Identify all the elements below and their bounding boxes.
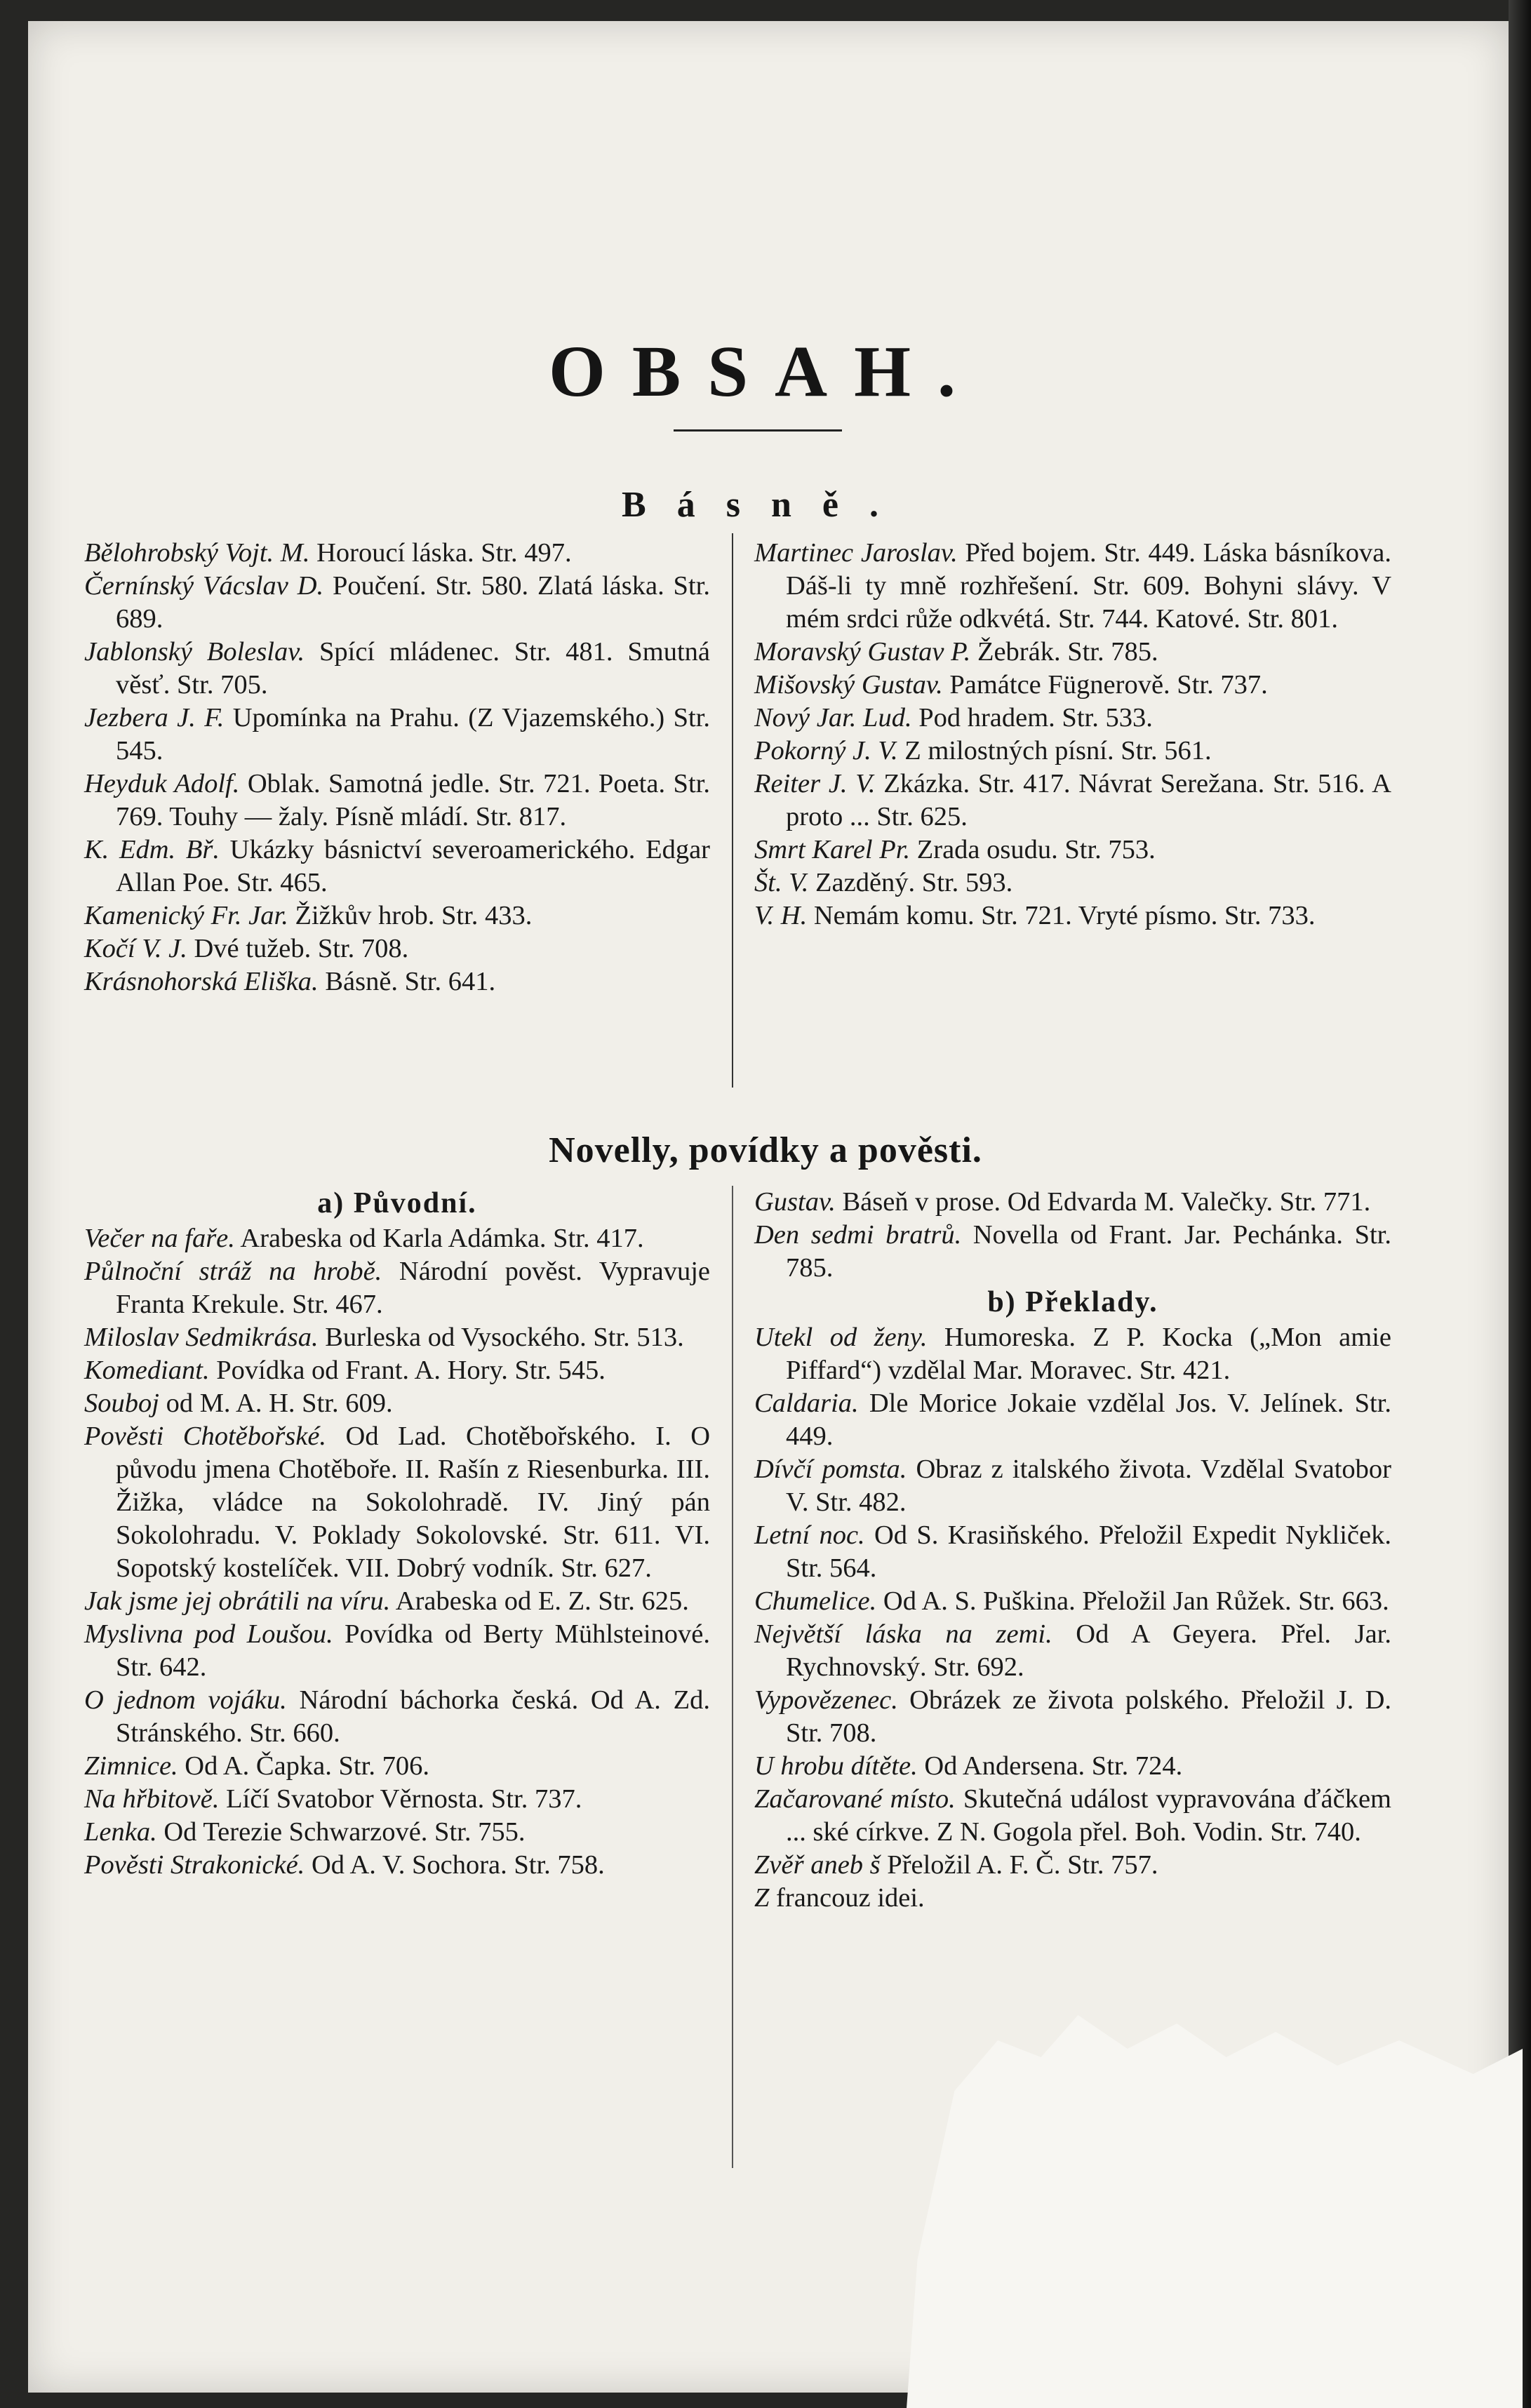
story-entry-title: O jednom vojáku. <box>84 1685 287 1715</box>
story-entry <box>84 1420 710 1585</box>
poem-entry-text: Zazděný. Str. 593. <box>808 868 1013 897</box>
story-entry-title: Lenka. <box>84 1817 157 1847</box>
story-entry-title: Souboj <box>84 1389 159 1418</box>
translation-entry-title: Caldaria. <box>754 1389 859 1418</box>
story-entry-title: Jak jsme jej obrátili na víru. <box>84 1586 391 1616</box>
poem-entry-title: Bělohrobský Vojt. M. <box>84 538 310 568</box>
translation-entry-title: U hrobu dítěte. <box>754 1751 918 1781</box>
poem-entry-title: V. H. <box>754 901 808 930</box>
poem-entry <box>754 899 1391 932</box>
story-entry-text: Národní báchorka česká. Od A. Zd. Stránského. Str. 660. <box>116 1685 710 1748</box>
story-entry-title: Gustav. <box>754 1187 836 1217</box>
poem-entry <box>754 834 1391 867</box>
poem-entry-text: Spící mládenec. Str. 481. Smutná věsť. Str. 705. <box>116 637 711 700</box>
translation-entry-title: Největší láska na zemi. <box>754 1619 1052 1649</box>
poem-entry-title: Mišovský Gustav. <box>754 670 943 700</box>
story-entry-title: Zimnice. <box>84 1751 178 1781</box>
translation-entry-title: Dívčí pomsta. <box>754 1454 907 1484</box>
translation-entry-text: Humoreska. Z P. Kocka („Mon amie Piffard“) vzdělal Mar. Moravec. Str. 421. <box>786 1323 1391 1385</box>
translation-entry-title: Zvěř aneb š <box>754 1850 881 1880</box>
story-entry-title: Pověsti Chotěbořské. <box>84 1422 327 1451</box>
story-entry-text: Líčí Svatobor Věrnosta. Str. 737. <box>219 1784 582 1814</box>
story-entry-title: Pověsti Strakonické. <box>84 1850 305 1880</box>
story-entry-title: Den sedmi bratrů. <box>754 1220 962 1250</box>
story-entry <box>84 1255 710 1321</box>
poem-entry-text: Z milostných písní. Str. 561. <box>897 736 1212 765</box>
poem-entry-text: Nemám komu. Str. 721. Vryté písmo. Str. 733. <box>807 901 1316 930</box>
translation-entry-title: Začarované místo. <box>754 1784 956 1814</box>
poem-entry <box>84 834 710 899</box>
poem-entry-title: Moravský Gustav P. <box>754 637 971 667</box>
poem-entry <box>84 932 710 965</box>
poem-entry <box>84 636 710 702</box>
story-entry-title: Komediant. <box>84 1356 210 1385</box>
story-entry-text: Povídka od Berty Mühlsteinové. Str. 642. <box>116 1619 710 1682</box>
story-entry-text: od M. A. H. Str. 609. <box>159 1389 393 1418</box>
story-entry-text: Arabeska od E. Z. Str. 625. <box>390 1586 689 1616</box>
poem-entry <box>84 965 710 998</box>
story-entry <box>84 1387 710 1420</box>
title-underline <box>674 429 842 432</box>
novelly-right-column <box>754 1186 1391 1915</box>
poem-entry-text: Památce Fügnerově. Str. 737. <box>942 670 1268 700</box>
story-entry-text: Od A. V. Sochora. Str. 758. <box>305 1850 605 1880</box>
story-entry <box>754 1219 1391 1285</box>
translation-entry-title: Vypovězenec. <box>754 1685 898 1715</box>
poem-entry-title: Pokorný J. V. <box>754 736 898 765</box>
story-entry-text: Od Lad. Chotěbořského. I. O původu jmena Chotěboře. II. Rašín z Riesenburka. III. Žižka, vládce na Sokolohradě. IV. Jiný pán Sokolohradu. V. Poklady Sokolovské. Str. 611. VI. Sopotský kostelíček. VII. Dobrý vodník. Str. 627. <box>116 1422 710 1583</box>
column-divider <box>732 533 733 1088</box>
story-entry <box>84 1585 710 1618</box>
poem-entry-title: Smrt Karel Pr. <box>754 835 911 864</box>
poem-entry-text: Zkázka. Str. 417. Návrat Serežana. Str. 516. A proto ... Str. 625. <box>786 769 1391 831</box>
section-heading-novelly: Novelly, povídky a pověsti. <box>549 1130 982 1170</box>
story-entry <box>84 1354 710 1387</box>
torn-paper-area <box>905 2007 1523 2408</box>
poem-entry <box>754 702 1391 735</box>
poem-entry <box>754 735 1391 768</box>
basne-left-column <box>84 537 710 998</box>
translation-entry-text: Obrázek ze života polského. Přeložil J. D. Str. 708. <box>786 1685 1391 1748</box>
page-title: OBSAH. <box>548 331 983 412</box>
column-divider-2 <box>732 1186 733 2168</box>
poem-entry-title: Reiter J. V. <box>754 769 876 798</box>
poem-entry-title: Černínský Vácslav D. <box>84 571 324 601</box>
poem-entry-title: K. Edm. Bř. <box>84 835 220 864</box>
poem-entry <box>754 669 1391 702</box>
story-entry-text: Národní pověst. Vypravuje Franta Krekule. Str. 467. <box>116 1257 710 1319</box>
poem-entry-title: Nový Jar. Lud. <box>754 703 912 733</box>
story-entry <box>84 1849 710 1882</box>
poem-entry <box>84 899 710 932</box>
translation-entry-text: Dle Morice Jokaie vzdělal Jos. V. Jelínek. Str. 449. <box>786 1389 1391 1451</box>
poem-entry <box>754 537 1391 636</box>
poem-entry-text: Básně. Str. 641. <box>318 967 496 996</box>
translation-entry <box>754 1387 1391 1453</box>
translation-entry-text: Od A Geyera. Přel. Jar. Rychnovský. Str. 692. <box>786 1619 1391 1682</box>
translation-entry <box>754 1684 1391 1750</box>
translation-entry-title: Letní noc. <box>754 1520 865 1550</box>
poem-entry-text: Zrada osudu. Str. 753. <box>910 835 1156 864</box>
poem-entry-text: Ukázky básnictví severoamerického. Edgar Allan Poe. Str. 465. <box>116 835 711 897</box>
subheading-preklady: b) Překlady. <box>987 1286 1158 1318</box>
poem-entry <box>754 636 1391 669</box>
poem-entry-text: Upomínka na Prahu. (Z Vjazemského.) Str. 545. <box>116 703 710 765</box>
story-entry-text: Novella od Frant. Jar. Pechánka. Str. 785. <box>786 1220 1392 1283</box>
poem-entry-title: Krásnohorská Eliška. <box>84 967 319 996</box>
translation-entry-text: francouz idei. <box>769 1883 925 1913</box>
story-entry <box>84 1783 710 1816</box>
poem-entry-title: Kamenický Fr. Jar. <box>84 901 288 930</box>
story-entry <box>84 1618 710 1684</box>
translation-entry-text: Skutečná událost vypravována ďáčkem ... ské církve. Z N. Gogola přel. Boh. Vodin. Str. 740. <box>786 1784 1391 1847</box>
translation-entry <box>754 1321 1391 1387</box>
translation-entry-text: Od Andersena. Str. 724. <box>917 1751 1183 1781</box>
translation-entry <box>754 1882 1391 1915</box>
story-entry-text: Od A. Čapka. Str. 706. <box>178 1751 429 1781</box>
poem-entry-text: Žebrák. Str. 785. <box>970 637 1158 667</box>
translation-entry-text: Přeložil A. F. Č. Str. 757. <box>880 1850 1158 1880</box>
poem-entry-text: Oblak. Samotná jedle. Str. 721. Poeta. Str. 769. Touhy — žaly. Písně mládí. Str. 817. <box>116 769 710 831</box>
poem-entry <box>84 768 710 834</box>
story-entry <box>84 1321 710 1354</box>
story-entry-title: Půlnoční stráž na hrobě. <box>84 1257 382 1286</box>
section-heading-basne: Básně. <box>622 485 909 525</box>
translation-entry <box>754 1618 1391 1684</box>
story-entry <box>84 1750 710 1783</box>
story-entry-title: Miloslav Sedmikrása. <box>84 1323 319 1352</box>
translation-entry-title: Utekl od ženy. <box>754 1323 928 1352</box>
poem-entry <box>754 768 1391 834</box>
poem-entry-text: Žižkův hrob. Str. 433. <box>288 901 533 930</box>
story-entry <box>84 1816 710 1849</box>
poem-entry-title: Jezbera J. F. <box>84 703 225 733</box>
story-entry-title: Myslivna pod Loušou. <box>84 1619 333 1649</box>
poem-entry-text: Pod hradem. Str. 533. <box>911 703 1153 733</box>
poem-entry-text: Dvé tužeb. Str. 708. <box>187 934 409 963</box>
translation-entry <box>754 1519 1391 1585</box>
novelly-left-column <box>84 1186 710 1882</box>
translation-entry <box>754 1453 1391 1519</box>
story-entry <box>754 1186 1391 1219</box>
story-entry-text: Báseň v prose. Od Edvarda M. Valečky. Str. 771. <box>835 1187 1371 1217</box>
translation-entry <box>754 1783 1391 1849</box>
translation-entry <box>754 1750 1391 1783</box>
poem-entry <box>84 537 710 570</box>
translation-entry <box>754 1849 1391 1882</box>
story-entry-title: Na hřbitově. <box>84 1784 220 1814</box>
story-entry-title: Večer na faře. <box>84 1224 235 1253</box>
poem-entry-text: Poučení. Str. 580. Zlatá láska. Str. 689. <box>116 571 710 634</box>
story-entry-text: Povídka od Frant. A. Hory. Str. 545. <box>209 1356 606 1385</box>
story-entry-text: Arabeska od Karla Adámka. Str. 417. <box>234 1224 644 1253</box>
poem-entry-title: Jablonský Boleslav. <box>84 637 305 667</box>
translation-entry-text: Od S. Krasiňského. Přeložil Expedit Nykliček. Str. 564. <box>786 1520 1391 1583</box>
poem-entry-text: Před bojem. Str. 449. Láska básníkova. Dáš-li ty mně rozhřešení. Str. 609. Bohyni slávy. V mém srdci růže odkvétá. Str. 744. Katové. Str. 801. <box>786 538 1391 634</box>
story-entry <box>84 1684 710 1750</box>
poem-entry <box>84 570 710 636</box>
story-entry-text: Od Terezie Schwarzové. Str. 755. <box>156 1817 526 1847</box>
poem-entry-title: Št. V. <box>754 868 809 897</box>
basne-right-column <box>754 537 1391 932</box>
poem-entry-title: Heyduk Adolf. <box>84 769 240 798</box>
translation-entry-text: Od A. S. Puškina. Přeložil Jan Růžek. Str. 663. <box>876 1586 1389 1616</box>
subheading-puvodni: a) Původní. <box>317 1187 477 1219</box>
translation-entry-text: Obraz z italského života. Vzdělal Svatobor V. Str. 482. <box>786 1454 1391 1517</box>
poem-entry <box>84 702 710 768</box>
story-entry-text: Burleska od Vysockého. Str. 513. <box>318 1323 684 1352</box>
translation-entry <box>754 1585 1391 1618</box>
poem-entry-text: Horoucí láska. Str. 497. <box>309 538 572 568</box>
poem-entry <box>754 867 1391 899</box>
poem-entry-title: Kočí V. J. <box>84 934 187 963</box>
story-entry <box>84 1222 710 1255</box>
translation-entry-title: Z <box>754 1883 770 1913</box>
poem-entry-title: Martinec Jaroslav. <box>754 538 958 568</box>
translation-entry-title: Chumelice. <box>754 1586 877 1616</box>
